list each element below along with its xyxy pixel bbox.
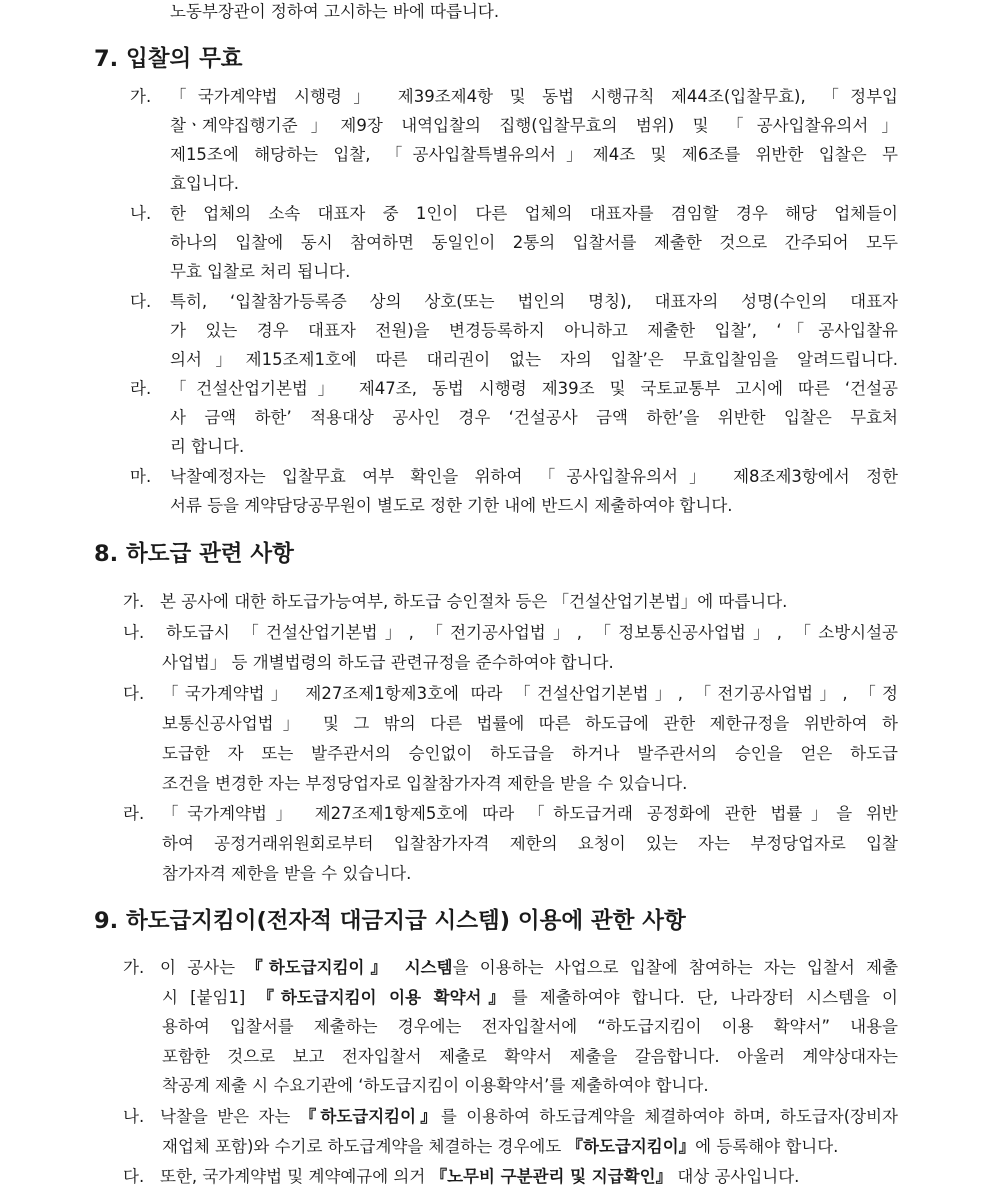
section-7-item-na-line: 한 업체의 소속 대표자 중 1인이 다른 업체의 대표자를 겸임할 경우 해당 업체들이 [170,204,898,223]
section-7-item-ga-line: 「국가계약법 시행령」 제39조제4항 및 동법 시행규칙 제44조(입찰무효), 「정부입 [170,87,898,106]
section-7-item-ra-line: 리 합니다. [170,437,245,456]
section-7-item-ra-line: 「건설산업기본법」 제47조, 동법 시행령 제39조 및 국토교통부 고시에 따른 ‘건설공 [170,379,898,398]
section-8-item-ra-line: 참가자격 제한을 받을 수 있습니다. [162,864,412,883]
section-9-item-ga-line: 이 공사는 『하도급지킴이』 시스템을 이용하는 사업으로 입찰에 참여하는 자는 입찰서 제출 [160,958,899,977]
section-7-item-ga-line: 제15조에 해당하는 입찰, 「공사입찰특별유의서」제4조 및 제6조를 위반한 입찰은 무 [170,145,898,164]
section-7-item-da-line: 가 있는 경우 대표자 전원)을 변경등록하지 아니하고 제출한 입찰’, ‘「공사입찰유 [170,321,898,340]
section-8-item-da-line: 도급한 자 또는 발주관서의 승인없이 하도급을 하거나 발주관서의 승인을 얻은 하도급 [162,744,898,763]
section-9-item-ga-line: 착공계 제출 시 수요기관에 ‘하도급지킴이 이용확약서’를 제출하여야 합니다. [162,1076,709,1095]
section-7-item-na-marker: 나. [130,204,152,223]
section-7-item-da-line: 의서」제15조제1호에 따른 대리권이 없는 자의 입찰’은 무효입찰임을 알려드립니다. [170,350,898,369]
section-7-item-ga-line: 효입니다. [170,174,240,193]
section-8-item-na-line: 하도급시 「건설산업기본법」, 「전기공사업법」, 「정보통신공사업법」, 「소방시설공 [166,623,898,642]
section-7-item-ma-marker: 마. [130,467,152,486]
section-8-item-ra-line: 하여 공정거래위원회로부터 입찰참가자격 제한의 요청이 있는 자는 부정당업자로 입찰 [162,834,898,853]
section-7-item-ga-marker: 가. [130,87,152,106]
section-7-heading: 7. 입찰의 무효 [94,46,243,72]
section-7-item-ma-line: 낙찰예정자는 입찰무효 여부 확인을 위하여 「공사입찰유의서」 제8조제3항에서 정한 [170,467,898,486]
section-7-item-ra-marker: 라. [130,379,152,398]
section-9-item-ga-line: 포함한 것으로 보고 전자입찰서 제출로 확약서 제출을 갈음합니다. 아울러 계약상대자는 [162,1047,898,1066]
section-9-item-ga-marker: 가. [123,958,145,977]
section-7-item-na-line: 하나의 입찰에 동시 참여하면 동일인이 2통의 입찰서를 제출한 것으로 간주되어 모두 [170,233,898,252]
section-9-item-na-line: 낙찰을 받은 자는 『하도급지킴이』를 이용하여 하도급계약을 체결하여야 하며, 하도급자(장비자 [160,1107,898,1126]
section-8-item-da-line: 보통신공사업법」 및 그 밖의 다른 법률에 따른 하도급에 관한 제한규정을 위반하여 하 [162,714,898,733]
section-7-item-ra-line: 사 금액 하한’ 적용대상 공사인 경우 ‘건설공사 금액 하한’을 위반한 입찰은 무효처 [170,408,898,427]
section-9-item-na-marker: 나. [123,1107,145,1126]
section-7-item-ga-line: 찰ㆍ계약집행기준」제9장 내역입찰의 집행(입찰무효의 범위) 및 「공사입찰유의서」 [170,116,898,135]
section-7-item-ma-line: 서류 등을 계약담당공무원이 별도로 정한 기한 내에 반드시 제출하여야 합니다. [170,496,733,515]
section-8-item-na-line: 사업법」 등 개별법령의 하도급 관련규정을 준수하여야 합니다. [162,653,614,672]
section-9-heading: 9. 하도급지킴이(전자적 대금지급 시스템) 이용에 관한 사항 [94,908,686,934]
section-9-item-ga-line: 용하여 입찰서를 제출하는 경우에는 전자입찰서에 “하도급지킴이 이용 확약서” 내용을 [162,1017,898,1036]
section-7-item-da-line: 특히, ‘입찰참가등록증 상의 상호(또는 법인의 명칭), 대표자의 성명(수인의 대표자 [170,292,898,311]
section-8-item-da-line: 조건을 변경한 자는 부정당업자로 입찰참가자격 제한을 받을 수 있습니다. [162,774,688,793]
section-9-item-da-marker: 다. [123,1167,145,1186]
section-8-item-ga-line: 본 공사에 대한 하도급가능여부, 하도급 승인절차 등은 「건설산업기본법」에 따릅니다. [160,592,788,611]
section-9-item-ga-line: 시 [붙임1] 『하도급지킴이 이용 확약서』를 제출하여야 합니다. 단, 나라장터 시스템을 이 [162,988,898,1007]
section-8-item-ra-line: 「국가계약법」 제27조제1항제5호에 따라 「하도급거래 공정화에 관한 법률」을 위반 [162,804,898,823]
section-8-item-da-marker: 다. [123,684,145,703]
section-8-item-na-marker: 나. [123,623,145,642]
section-8-item-da-line: 「국가계약법」 제27조제1항제3호에 따라 「건설산업기본법」, 「전기공사업법」, 「정 [162,684,898,703]
section-7-item-na-line: 무효 입찰로 처리 됩니다. [170,262,351,281]
section-8-heading: 8. 하도급 관련 사항 [94,541,294,567]
section-8-item-ra-marker: 라. [123,804,145,823]
section-9-item-da-line: 또한, 국가계약법 및 계약예규에 의거 『노무비 구분관리 및 지급확인』 대상 공사입니다. [160,1167,800,1186]
section-8-item-ga-marker: 가. [123,592,145,611]
section-7-item-da-marker: 다. [130,292,152,311]
continuation-line: 노동부장관이 정하여 고시하는 바에 따릅니다. [170,2,500,21]
section-9-item-na-line: 재업체 포함)와 수기로 하도급계약을 체결하는 경우에도 『하도급지킴이』에 등록해야 합니다. [162,1137,839,1156]
